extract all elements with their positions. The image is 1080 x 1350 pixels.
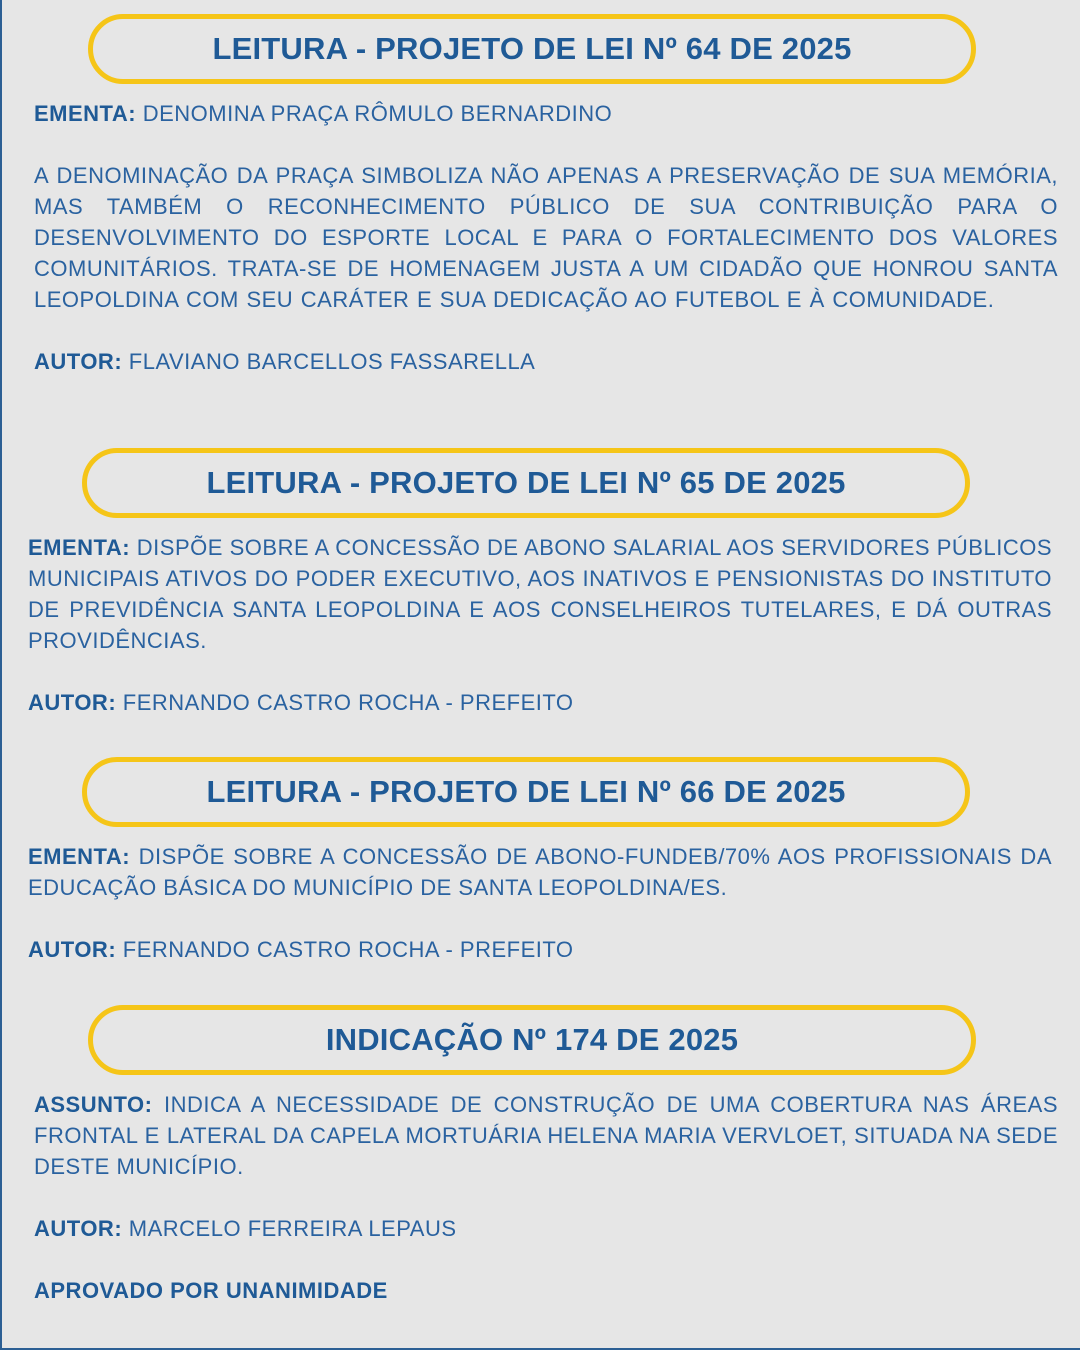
ementa-text: DISPÕE SOBRE A CONCESSÃO DE ABONO SALARIAL AOS SERVIDORES PÚBLICOS MUNICIPAIS ATIVOS DO PODER EXECUTIVO, AOS INATIVOS E PENSIONISTAS DO INSTITUTO DE PREVIDÊNCIA SANTA LEOPOLDINA E AOS CONSELHEIROS TUTELARES, E DÁ OUTRAS PROVIDÊNCIAS.	[28, 535, 1053, 653]
assunto-label: ASSUNTO:	[34, 1092, 153, 1117]
ementa-label: EMENTA:	[28, 535, 131, 560]
autor-line	[34, 1213, 1058, 1244]
ementa-line	[34, 98, 1058, 129]
result-status: APROVADO POR UNANIMIDADE	[34, 1278, 388, 1303]
autor-line	[34, 346, 1058, 377]
heading-indicacao-174-text: INDICAÇÃO Nº 174 DE 2025	[325, 1022, 739, 1057]
heading-indicacao-174	[88, 1005, 976, 1075]
autor-text: FERNANDO CASTRO ROCHA - PREFEITO	[122, 690, 574, 715]
assunto-text: INDICA A NECESSIDADE DE CONSTRUÇÃO DE UMA COBERTURA NAS ÁREAS FRONTAL E LATERAL DA CAPELA MORTUÁRIA HELENA MARIA VERVLOET, SITUADA NA SEDE DESTE MUNICÍPIO.	[34, 1092, 1058, 1179]
autor-label: AUTOR:	[28, 937, 117, 962]
section-pl-65-body	[28, 532, 1052, 718]
ementa-paragraph	[28, 532, 1052, 656]
ementa-text: DISPÕE SOBRE A CONCESSÃO DE ABONO-FUNDEB/70% AOS PROFISSIONAIS DA EDUCAÇÃO BÁSICA DO MUNICÍPIO DE SANTA LEOPOLDINA/ES.	[28, 844, 1052, 900]
heading-pl-66	[82, 757, 970, 827]
assunto-paragraph	[34, 1089, 1058, 1182]
section-pl-64-body	[34, 98, 1058, 377]
section-indicacao-174-body	[34, 1089, 1058, 1306]
autor-text: MARCELO FERREIRA LEPAUS	[128, 1216, 457, 1241]
heading-pl-65	[82, 448, 970, 518]
heading-pl-66-text: LEITURA - PROJETO DE LEI Nº 66 DE 2025	[206, 774, 846, 809]
justification-paragraph: A DENOMINAÇÃO DA PRAÇA SIMBOLIZA NÃO APENAS A PRESERVAÇÃO DE SUA MEMÓRIA, MAS TAMBÉM O RECONHECIMENTO PÚBLICO DE SUA CONTRIBUIÇÃO PARA O DESENVOLVIMENTO DO ESPORTE LOCAL E PARA O FORTALECIMENTO DOS VALORES COMUNITÁRIOS. TRATA-SE DE HOMENAGEM JUSTA A UM CIDADÃO QUE HONROU SANTA LEOPOLDINA COM SEU CARÁTER E SUA DEDICAÇÃO AO FUTEBOL E À COMUNIDADE.	[34, 163, 1058, 312]
autor-line	[28, 687, 1052, 718]
section-pl-66-body	[28, 841, 1052, 965]
ementa-label: EMENTA:	[28, 844, 131, 869]
heading-pl-64	[88, 14, 976, 84]
heading-pl-65-text: LEITURA - PROJETO DE LEI Nº 65 DE 2025	[206, 465, 846, 500]
ementa-text: DENOMINA PRAÇA RÔMULO BERNARDINO	[142, 101, 613, 126]
ementa-label: EMENTA:	[34, 101, 137, 126]
autor-line	[28, 934, 1052, 965]
autor-label: AUTOR:	[34, 1216, 123, 1241]
heading-pl-64-text: LEITURA - PROJETO DE LEI Nº 64 DE 2025	[212, 31, 852, 66]
ementa-paragraph	[28, 841, 1052, 903]
autor-text: FERNANDO CASTRO ROCHA - PREFEITO	[122, 937, 574, 962]
autor-label: AUTOR:	[28, 690, 117, 715]
autor-text: FLAVIANO BARCELLOS FASSARELLA	[128, 349, 536, 374]
autor-label: AUTOR:	[34, 349, 123, 374]
